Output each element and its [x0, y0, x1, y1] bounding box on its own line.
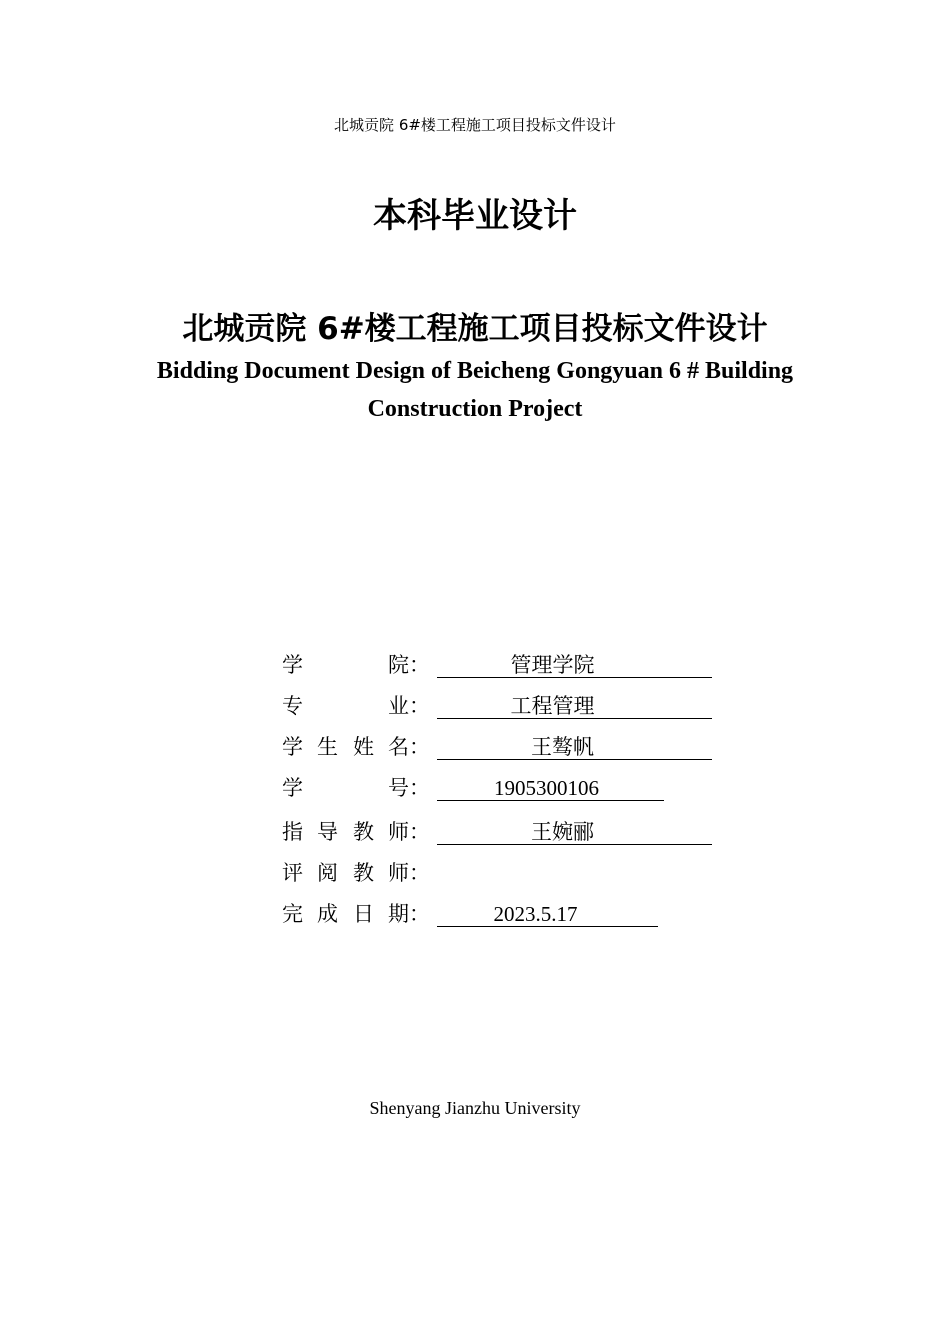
college-label: 学 院： — [282, 653, 430, 677]
info-row-student-id — [282, 773, 722, 817]
advisor-value: 王婉郦 — [437, 817, 712, 845]
info-row-student-name — [282, 732, 722, 773]
advisor-label: 指 导 教 师： — [282, 820, 430, 844]
student-id-label: 学 号： — [282, 776, 430, 800]
student-name-label: 学 生 姓 名： — [282, 735, 430, 759]
completion-date-value: 2023.5.17 — [437, 899, 658, 927]
major-value: 工程管理 — [437, 691, 712, 719]
major-label: 专 业： — [282, 694, 430, 718]
info-row-major — [282, 691, 722, 732]
student-name-value: 王骜帆 — [437, 732, 712, 760]
info-row-advisor — [282, 817, 722, 858]
info-row-completion-date — [282, 899, 722, 940]
university-name: Shenyang Jianzhu University — [369, 1098, 581, 1118]
info-row-reviewer — [282, 858, 722, 899]
reviewer-value — [437, 858, 712, 886]
thesis-title-chinese: 北城贡院 6#楼工程施工项目投标文件设计 — [182, 311, 768, 347]
student-info-block — [282, 650, 722, 940]
degree-title: 本科毕业设计 — [373, 196, 577, 236]
info-row-college — [282, 650, 722, 691]
student-id-value: 1905300106 — [437, 773, 664, 801]
college-value: 管理学院 — [437, 650, 712, 678]
completion-date-label: 完 成 日 期： — [282, 902, 430, 926]
thesis-title-english: Bidding Document Design of Beicheng Gongyuan 6 # Building Construction Project — [156, 358, 794, 422]
reviewer-label: 评 阅 教 师： — [282, 861, 430, 885]
running-header: 北城贡院 6#楼工程施工项目投标文件设计 — [334, 116, 616, 134]
